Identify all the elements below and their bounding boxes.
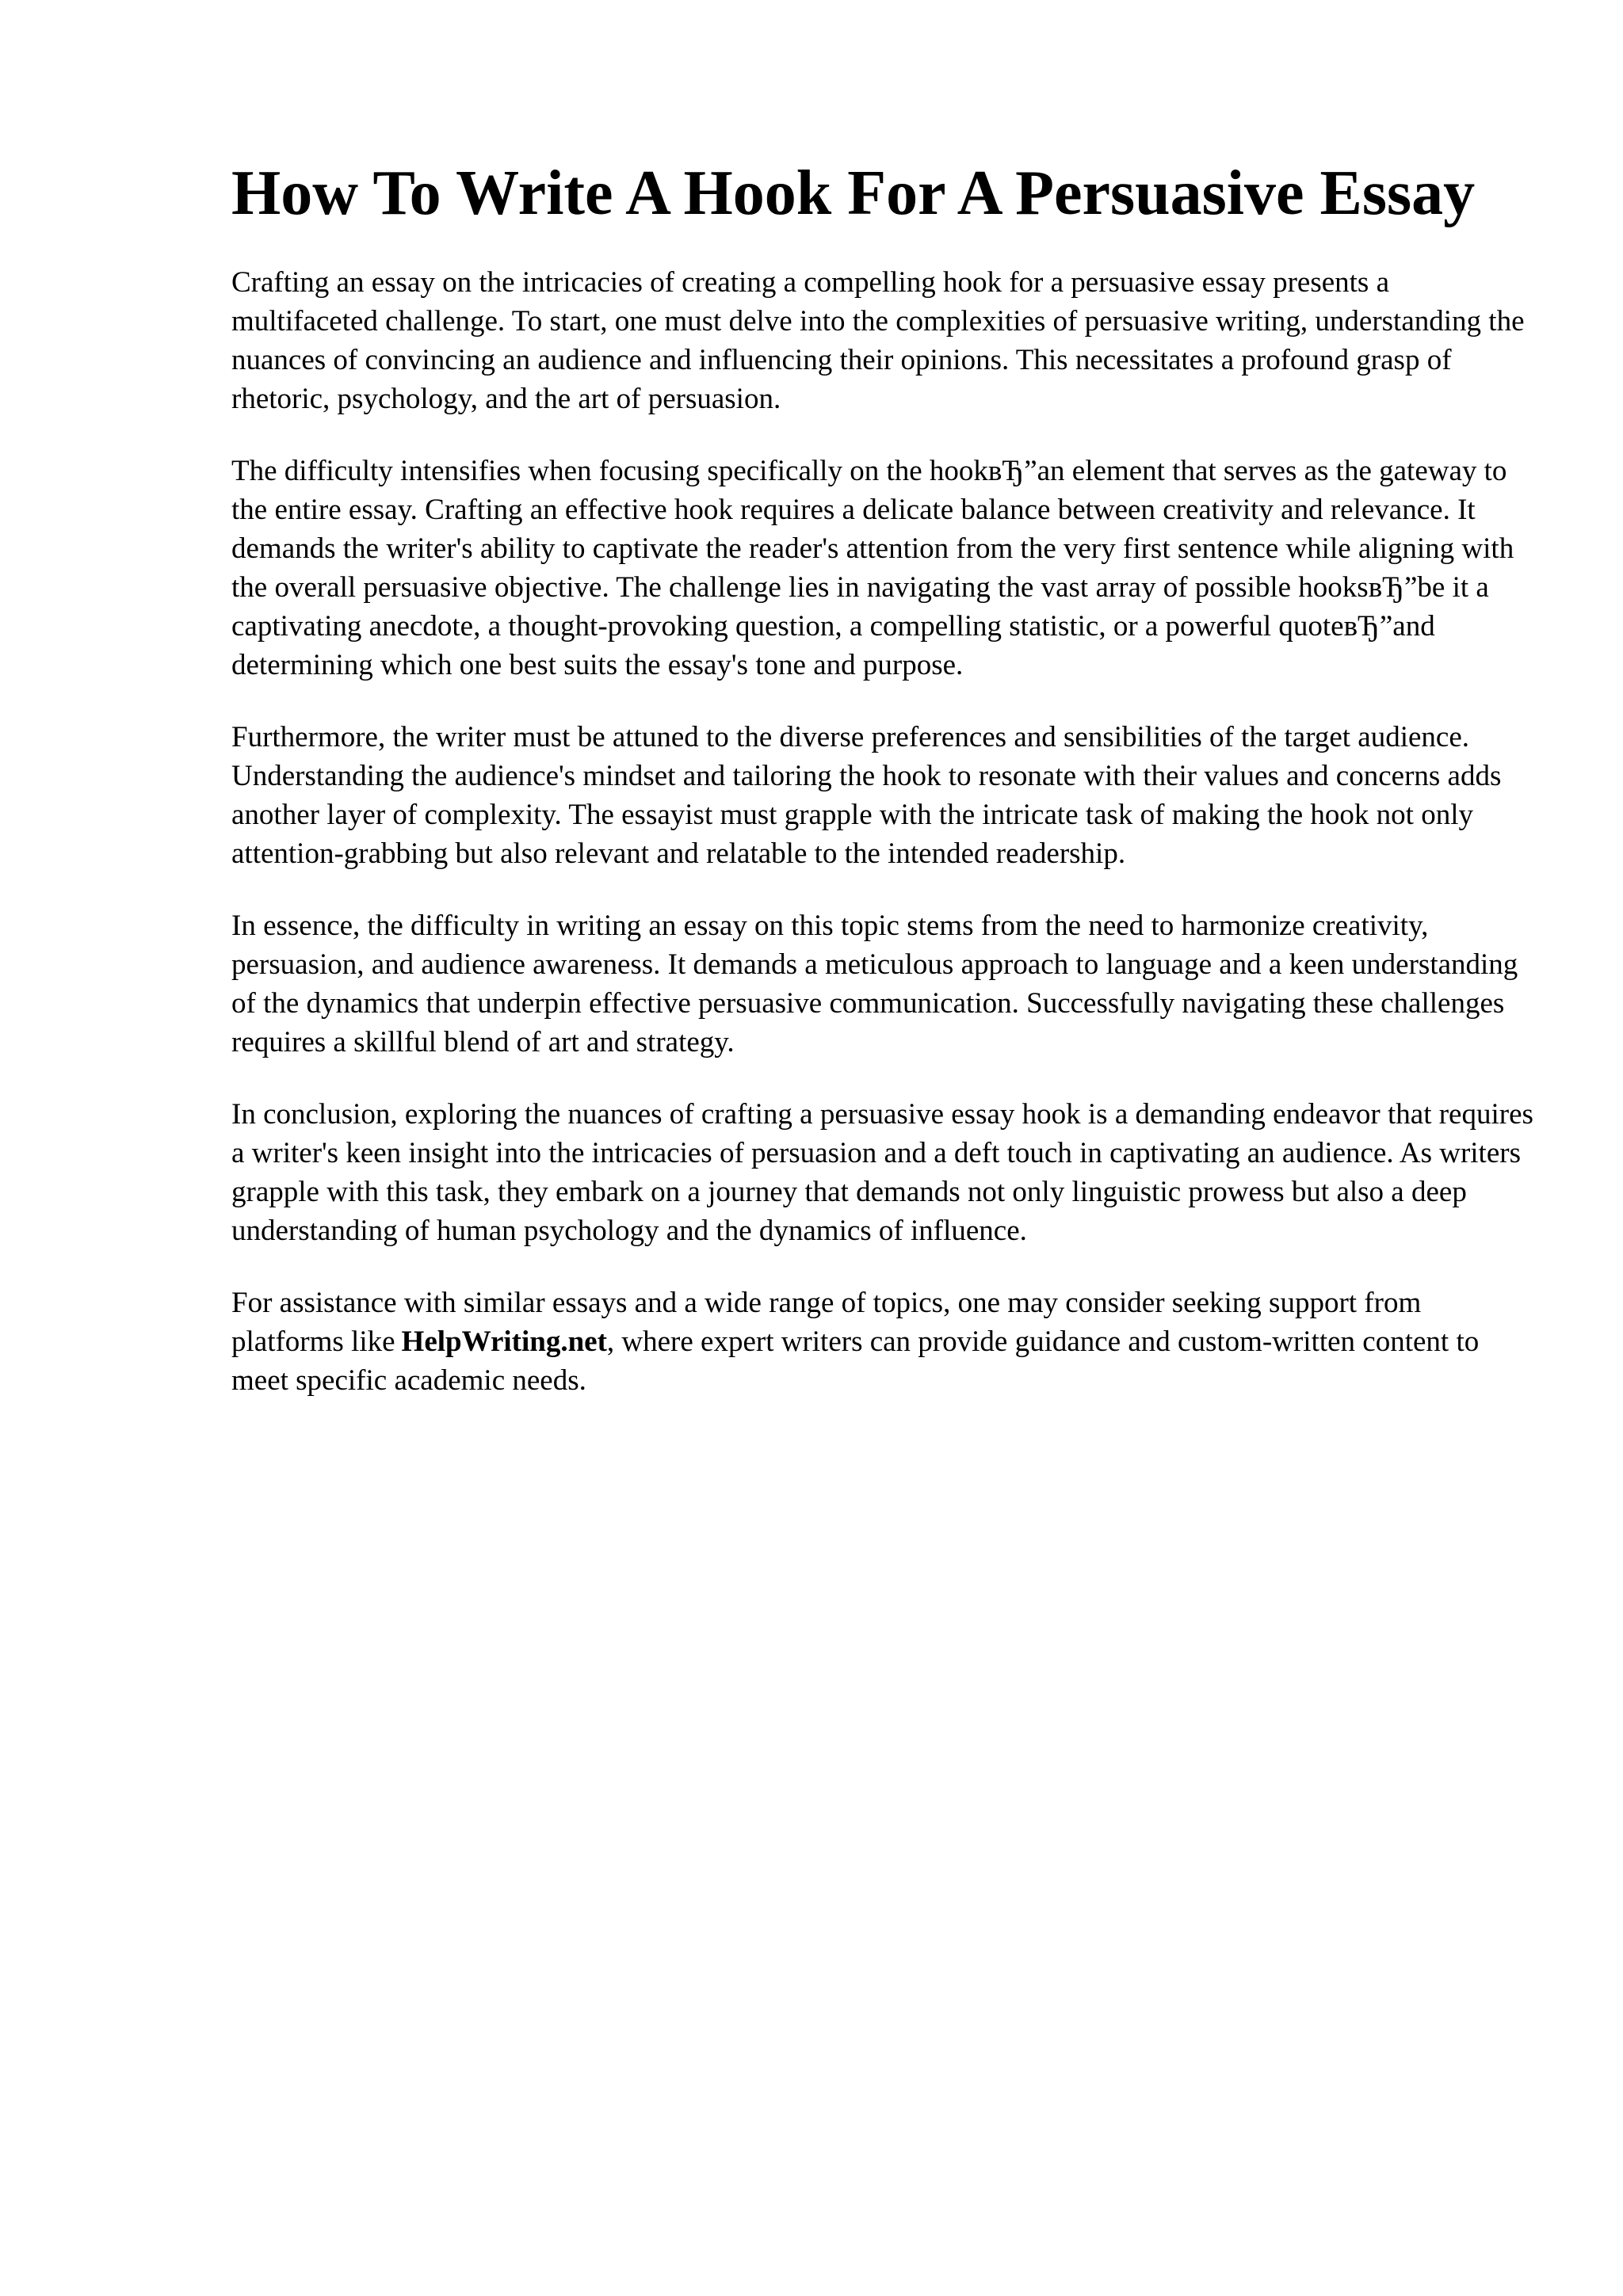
paragraph-6-outro: , where expert writers can provide guidance and custom-written content to meet specific academic needs. (231, 1325, 1480, 1397)
document-title: How To Write A Hook For A Persuasive Essay (231, 158, 1476, 228)
paragraph-3: Furthermore, the writer must be attuned to the diverse preferences and sensibilities of the target audience. Understanding the audience's mindset and tailoring the hook to resonate with their values and concerns adds another layer of complexity. The essayist must grapple with the intricate task of making the hook not only attention-grabbing but also relevant and relatable to the intended readership. (231, 721, 1502, 870)
paragraph-1: Crafting an essay on the intricacies of creating a compelling hook for a persuasive essay presents a multifaceted challenge. To start, one must delve into the complexities of persuasive writing, understanding the nuances of convincing an audience and influencing their opinions. This necessitates a profound grasp of rhetoric, psychology, and the art of persuasion. (231, 266, 1525, 415)
paragraph-6-intro: For assistance with similar essays and a wide range of topics, one may consider seeking support from platforms like (231, 1287, 1422, 1358)
paragraph-4: In essence, the difficulty in writing an essay on this topic stems from the need to harmonize creativity, persuasion, and audience awareness. It demands a meticulous approach to language and a keen understanding of the dynamics that underpin effective persuasive communication. Successfully navigating these challenges requires a skillful blend of art and strategy. (231, 910, 1518, 1058)
paragraph-2: The difficulty intensifies when focusing specifically on the hookвЂ”an element that serves as the gateway to the entire essay. Crafting an effective hook requires a delicate balance between creativity and relevance. It demands the writer's ability to captivate the reader's attention from the very first sentence while aligning with the overall persuasive objective. The challenge lies in navigating the vast array of possible hooksвЂ”be it a captivating anecdote, a thought-provoking question, a compelling statistic, or a powerful quoteвЂ”and determining which one best suits the essay's tone and purpose. (231, 455, 1514, 681)
paragraph-5: In conclusion, exploring the nuances of crafting a persuasive essay hook is a demanding endeavor that requires a writer's keen insight into the intricacies of persuasion and a deft touch in captivating an audience. As writers grapple with this task, they embark on a journey that demands not only linguistic prowess but also a deep understanding of human psychology and the dynamics of influence. (231, 1098, 1533, 1247)
document-body (231, 155, 1539, 1400)
paragraph-6 (231, 1283, 1539, 1400)
helpwriting-brand-text: HelpWriting.net (401, 1325, 607, 1358)
